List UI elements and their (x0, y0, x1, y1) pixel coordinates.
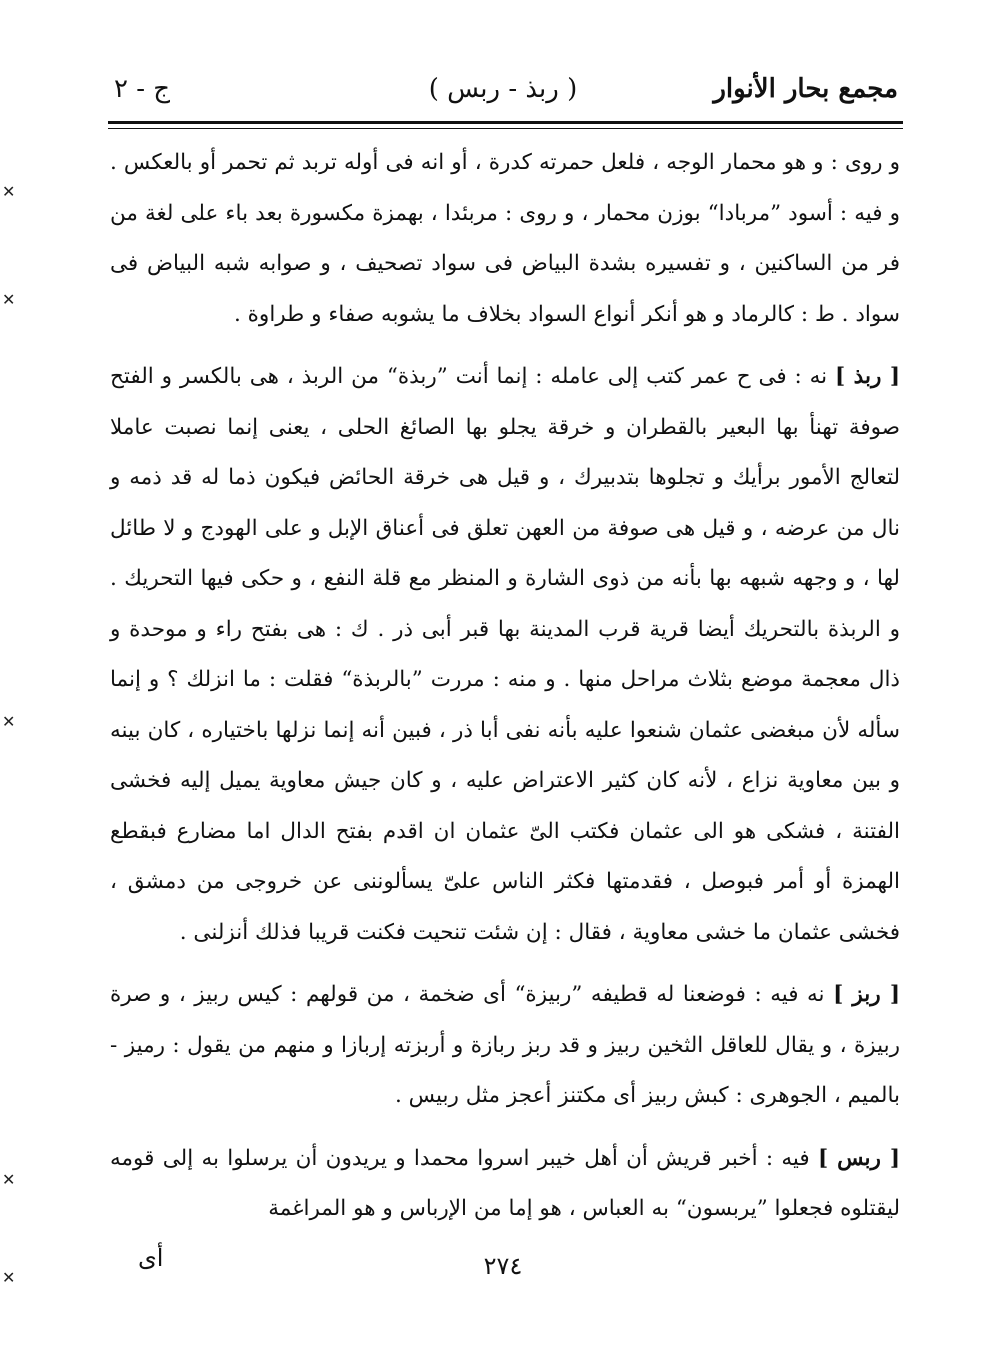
page-body (110, 138, 900, 1235)
paragraph-continuation (110, 138, 900, 340)
margin-mark-icon: ✕ (2, 712, 16, 731)
running-header (108, 68, 898, 118)
book-title: مجمع بحار الأنوار (713, 74, 898, 104)
entry-rabadh (110, 352, 900, 958)
header-rule-thick (108, 121, 903, 124)
header-rule-thin (108, 128, 903, 129)
entry-headword: [ ربذ ] (835, 364, 901, 389)
paragraph-text: نه فيه : فوضعنا له قطيفه ”ربيزة“ أى ضخمة ، من قولهم : كيس ربيز ، و صرة ربيزة ، و يقال للعاقل الثخين ربيز و قد ربز ربازة و أربزته إربازا و منهم من يقول : رميز - بالميم ، الجوهرى : كبش ربيز أى مكتنز أعجز مثل ربيس . (110, 982, 900, 1108)
margin-mark-icon: ✕ (2, 182, 16, 201)
volume-label: ج - ٢ (114, 74, 171, 104)
entry-range: ( ربذ - ربس ) (428, 74, 578, 104)
paragraph-text: و روى : و هو محمار الوجه ، فلعل حمرته كدرة ، أو انه فى أوله تربد ثم تحمر أو بالعكس . و فيه : أسود ”مربادا“ بوزن محمار ، و روى : مربئدا ، بهمزة مكسورة بعد باء على لغة من فر من الساكنين ، و تفسيره بشدة البياض فى سواد تصحيف ، و صوابه شبه البياض فى سواد . ط : كالرماد و هو أنكر أنواع السواد بخلاف ما يشوبه صفاء و طراوة . (110, 150, 900, 327)
margin-mark-icon: ✕ (2, 290, 16, 309)
page-number: ٢٧٤ (483, 1252, 523, 1280)
entry-headword: [ ربز ] (833, 982, 901, 1007)
entry-rabaz (110, 970, 900, 1122)
paragraph-text: فيه : أخبر قريش أن أهل خيبر اسروا محمدا و يريدون أن يرسلوا به إلى قومه ليقتلوه فجعلوا ”يربسون“ به العباس ، هو إما من الإرباس و هو المراغمة (110, 1145, 900, 1221)
paragraph-text: نه : فى ح عمر كتب إلى عامله : إنما أنت ”ربذة“ من الربذ ، هى بالكسر و الفتح صوفة تهنأ بها البعير بالقطران و خرقة يجلو بها الصائغ الحلى ، يعنى إنما نصبت عاملا لتعالج الأمور برأيك و تجلوها بتدبيرك ، و قيل هى خرقة الحائض فيكون ذما له قد ذمه و نال من عرضه ، و قيل هى صوفة من العهن تعلق فى أعناق الإبل و على الهودج و لا طائل لها ، و وجهه شبهه بها بأنه من ذوى الشارة و المنظر مع قلة النفع ، و حكى فيها التحريك . و الربذة بالتحريك أيضا قرية قرب المدينة بها قبر أبى ذر . ك : هى بفتح راء و موحدة و ذال معجمة موضع بثلاث مراحل منها . و منه : مررت ”بالربذة“ فقلت : ما انزلك ؟ و إنما سأله لأن مبغضى عثمان شنعوا عليه بأنه نفى أبا ذر ، فبين أنه إنما نزلها باختياره ، كان بينه و بين معاوية نزاع ، لأنه كان كثير الاعتراض عليه ، و كان جيش معاوية يميل إليه فخشى الفتنة ، فشكى هو الى عثمان فكتب الىّ عثمان ان اقدم بفتح الدال اما مضارع فبقطع الهمزة أو أمر فبوصل ، فقدمتها فكثر الناس علىّ يسألوننى عن خروجى من دمشق ، فخشى عثمان ما خشى معاوية ، فقال : إن شئت تنحيت فكنت قريبا فذلك أنزلنى . (110, 364, 900, 945)
page-footer (108, 1244, 898, 1300)
catchword: أى (138, 1244, 164, 1272)
entry-rabas (110, 1134, 900, 1235)
margin-mark-icon: ✕ (2, 1268, 16, 1287)
entry-headword: [ ربس ] (817, 1145, 900, 1171)
margin-mark-icon: ✕ (2, 1170, 16, 1189)
